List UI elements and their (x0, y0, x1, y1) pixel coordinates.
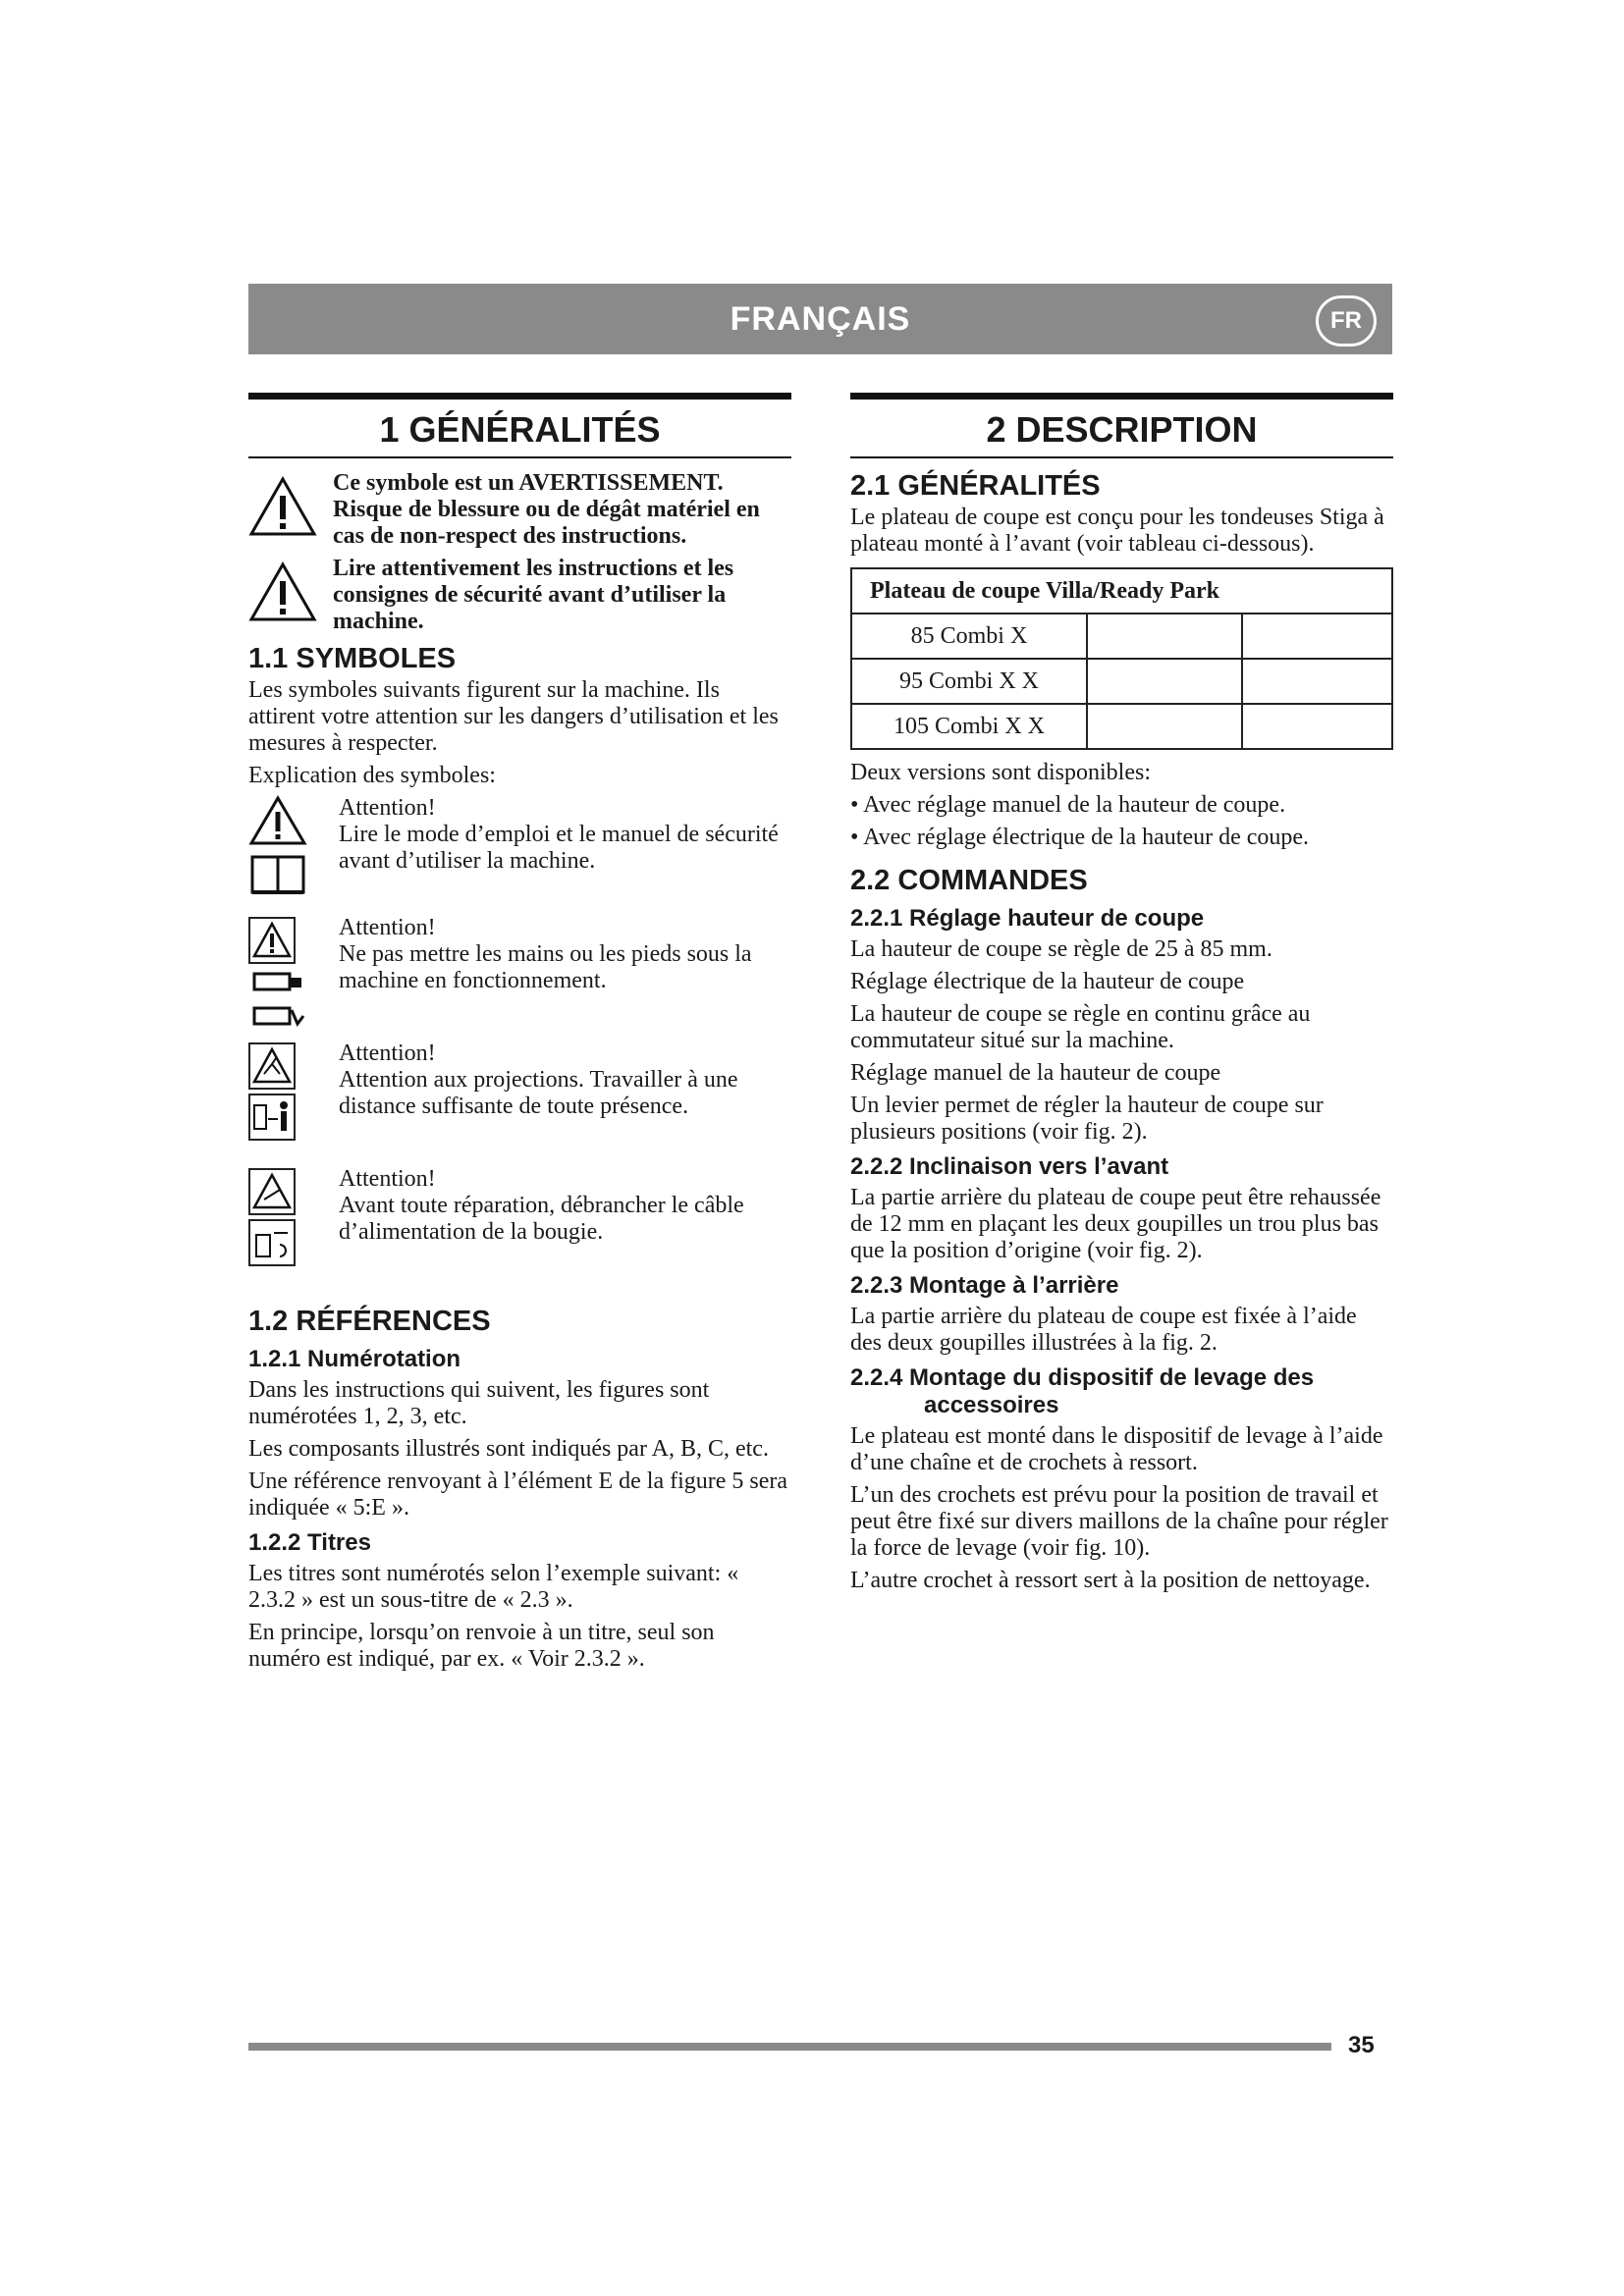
right-column (850, 393, 1393, 1600)
table-cell (1087, 614, 1242, 659)
table-cell: 105 Combi X X (851, 704, 1087, 749)
section-1-title: 1 GÉNÉRALITÉS (248, 393, 791, 458)
symbol-title: Attention! (339, 795, 436, 821)
inclinaison-title: 2.2.2 Inclinaison vers l’avant (850, 1153, 1169, 1180)
symbol-text: Ne pas mettre les mains ou les pieds sous la machine en fonctionnement. (339, 941, 752, 993)
table-row (851, 614, 1392, 659)
warning-triangle-icon (248, 556, 333, 627)
symbol-entry (248, 915, 791, 1041)
table-row (851, 659, 1392, 704)
inclinaison-paragraph: La partie arrière du plateau de coupe peut être rehaussée de 12 mm en plaçant les deux goupilles un trou plus bas que la position d’origine (voir fig. 2). (850, 1185, 1381, 1263)
distance-icon (248, 1094, 296, 1141)
wrench-icon (248, 1168, 296, 1215)
symbol-entry (248, 1041, 791, 1166)
montage-arriere-title: 2.2.3 Montage à l’arrière (850, 1272, 1119, 1299)
references-title: 1.2 RÉFÉRENCES (248, 1306, 491, 1337)
footer-bar (248, 2043, 1331, 2051)
hand-blade-icon (248, 968, 307, 997)
foot-blade-icon (248, 1002, 307, 1032)
symboles-explication: Explication des symboles: (248, 763, 496, 788)
numerotation-paragraph: Les composants illustrés sont indiqués par A, B, C, etc. (248, 1436, 769, 1462)
symbol-entry (248, 795, 791, 915)
reglage-paragraph: Réglage électrique de la hauteur de coupe (850, 969, 1245, 994)
table-cell (1242, 614, 1392, 659)
reglage-paragraph: Réglage manuel de la hauteur de coupe (850, 1060, 1221, 1086)
titres-title: 1.2.2 Titres (248, 1529, 371, 1556)
left-column (248, 393, 791, 1679)
warning-icon (248, 917, 296, 964)
table-cell: 95 Combi X X (851, 659, 1087, 704)
titres-paragraph: En principe, lorsqu’on renvoie à un titre, seul son numéro est indiqué, par ex. « Voir 2.3.2 ». (248, 1620, 715, 1672)
titres-paragraph: Les titres sont numérotés selon l’exemple suivant: « 2.3.2 » est un sous-titre de « 2.3 ». (248, 1561, 739, 1613)
spark-plug-icon (248, 1219, 296, 1266)
montage-levage-paragraph: L’un des crochets est prévu pour la position de travail et peut être fixé sur divers maillons de la chaîne pour régler la force de levage (voir fig. 10). (850, 1482, 1388, 1561)
warning-text: Ce symbole est un AVERTISSEMENT. Risque de blessure ou de dégât matériel en cas de non-respect des instructions. (333, 470, 760, 549)
table-header-row (851, 568, 1392, 614)
warning-block-2 (248, 556, 791, 635)
warning-text: Lire attentivement les instructions et les consignes de sécurité avant d’utiliser la machine. (333, 556, 734, 634)
generalites-title: 2.1 GÉNÉRALITÉS (850, 470, 1101, 502)
section-2-title: 2 DESCRIPTION (850, 393, 1393, 458)
version-item: • Avec réglage manuel de la hauteur de coupe. (850, 792, 1286, 818)
montage-levage-title: 2.2.4 Montage du dispositif de levage des accessoires (850, 1364, 1315, 1418)
version-item: • Avec réglage électrique de la hauteur de coupe. (850, 825, 1310, 850)
page-number: 35 (1348, 2032, 1375, 2058)
warning-block-1 (248, 470, 791, 550)
symboles-title: 1.1 SYMBOLES (248, 643, 457, 674)
table-cell: 85 Combi X (851, 614, 1087, 659)
generalites-paragraph: Le plateau de coupe est conçu pour les tondeuses Stiga à plateau monté à l’avant (voir tableau ci-dessous). (850, 505, 1384, 557)
symbol-entry (248, 1166, 791, 1292)
reglage-paragraph: La hauteur de coupe se règle en continu grâce au commutateur situé sur la machine. (850, 1001, 1311, 1053)
reglage-title: 2.2.1 Réglage hauteur de coupe (850, 905, 1205, 932)
symbol-text: Lire le mode d’emploi et le manuel de sécurité avant d’utiliser la machine. (339, 822, 779, 874)
projection-icon (248, 1042, 296, 1090)
symboles-intro: Les symboles suivants figurent sur la machine. Ils attirent votre attention sur les dangers d’utilisation et les mesures à respecter. (248, 677, 779, 756)
language-title: FRANÇAIS (730, 300, 911, 338)
commandes-title: 2.2 COMMANDES (850, 865, 1088, 896)
numerotation-paragraph: Une référence renvoyant à l’élément E de la figure 5 sera indiquée « 5:E ». (248, 1468, 788, 1521)
symbol-text: Avant toute réparation, débrancher le câble d’alimentation de la bougie. (339, 1193, 744, 1245)
table-header: Plateau de coupe Villa/Ready Park (851, 568, 1392, 614)
table-cell (1087, 704, 1242, 749)
plateau-table (850, 567, 1393, 750)
symbol-text: Attention aux projections. Travailler à une distance suffisante de toute présence. (339, 1067, 738, 1119)
fr-badge: FR (1316, 295, 1377, 347)
reglage-paragraph: Un levier permet de régler la hauteur de coupe sur plusieurs positions (voir fig. 2). (850, 1093, 1324, 1145)
montage-levage-paragraph: L’autre crochet à ressort sert à la position de nettoyage. (850, 1568, 1371, 1593)
table-cell (1242, 704, 1392, 749)
montage-levage-paragraph: Le plateau est monté dans le dispositif de levage à l’aide d’une chaîne et de crochets à ressort. (850, 1423, 1383, 1475)
numerotation-paragraph: Dans les instructions qui suivent, les figures sont numérotées 1, 2, 3, etc. (248, 1377, 710, 1429)
book-icon (248, 851, 307, 896)
reglage-paragraph: La hauteur de coupe se règle de 25 à 85 mm. (850, 936, 1272, 962)
symbol-title: Attention! (339, 915, 436, 940)
symbol-title: Attention! (339, 1041, 436, 1066)
montage-arriere-paragraph: La partie arrière du plateau de coupe est fixée à l’aide des deux goupilles illustrées à la fig. 2. (850, 1304, 1357, 1356)
table-row (851, 704, 1392, 749)
symbol-title: Attention! (339, 1166, 436, 1192)
warning-icon (248, 795, 307, 846)
language-banner (248, 284, 1392, 354)
numerotation-title: 1.2.1 Numérotation (248, 1346, 461, 1372)
warning-triangle-icon (248, 470, 333, 542)
table-cell (1242, 659, 1392, 704)
versions-intro: Deux versions sont disponibles: (850, 760, 1151, 785)
table-cell (1087, 659, 1242, 704)
